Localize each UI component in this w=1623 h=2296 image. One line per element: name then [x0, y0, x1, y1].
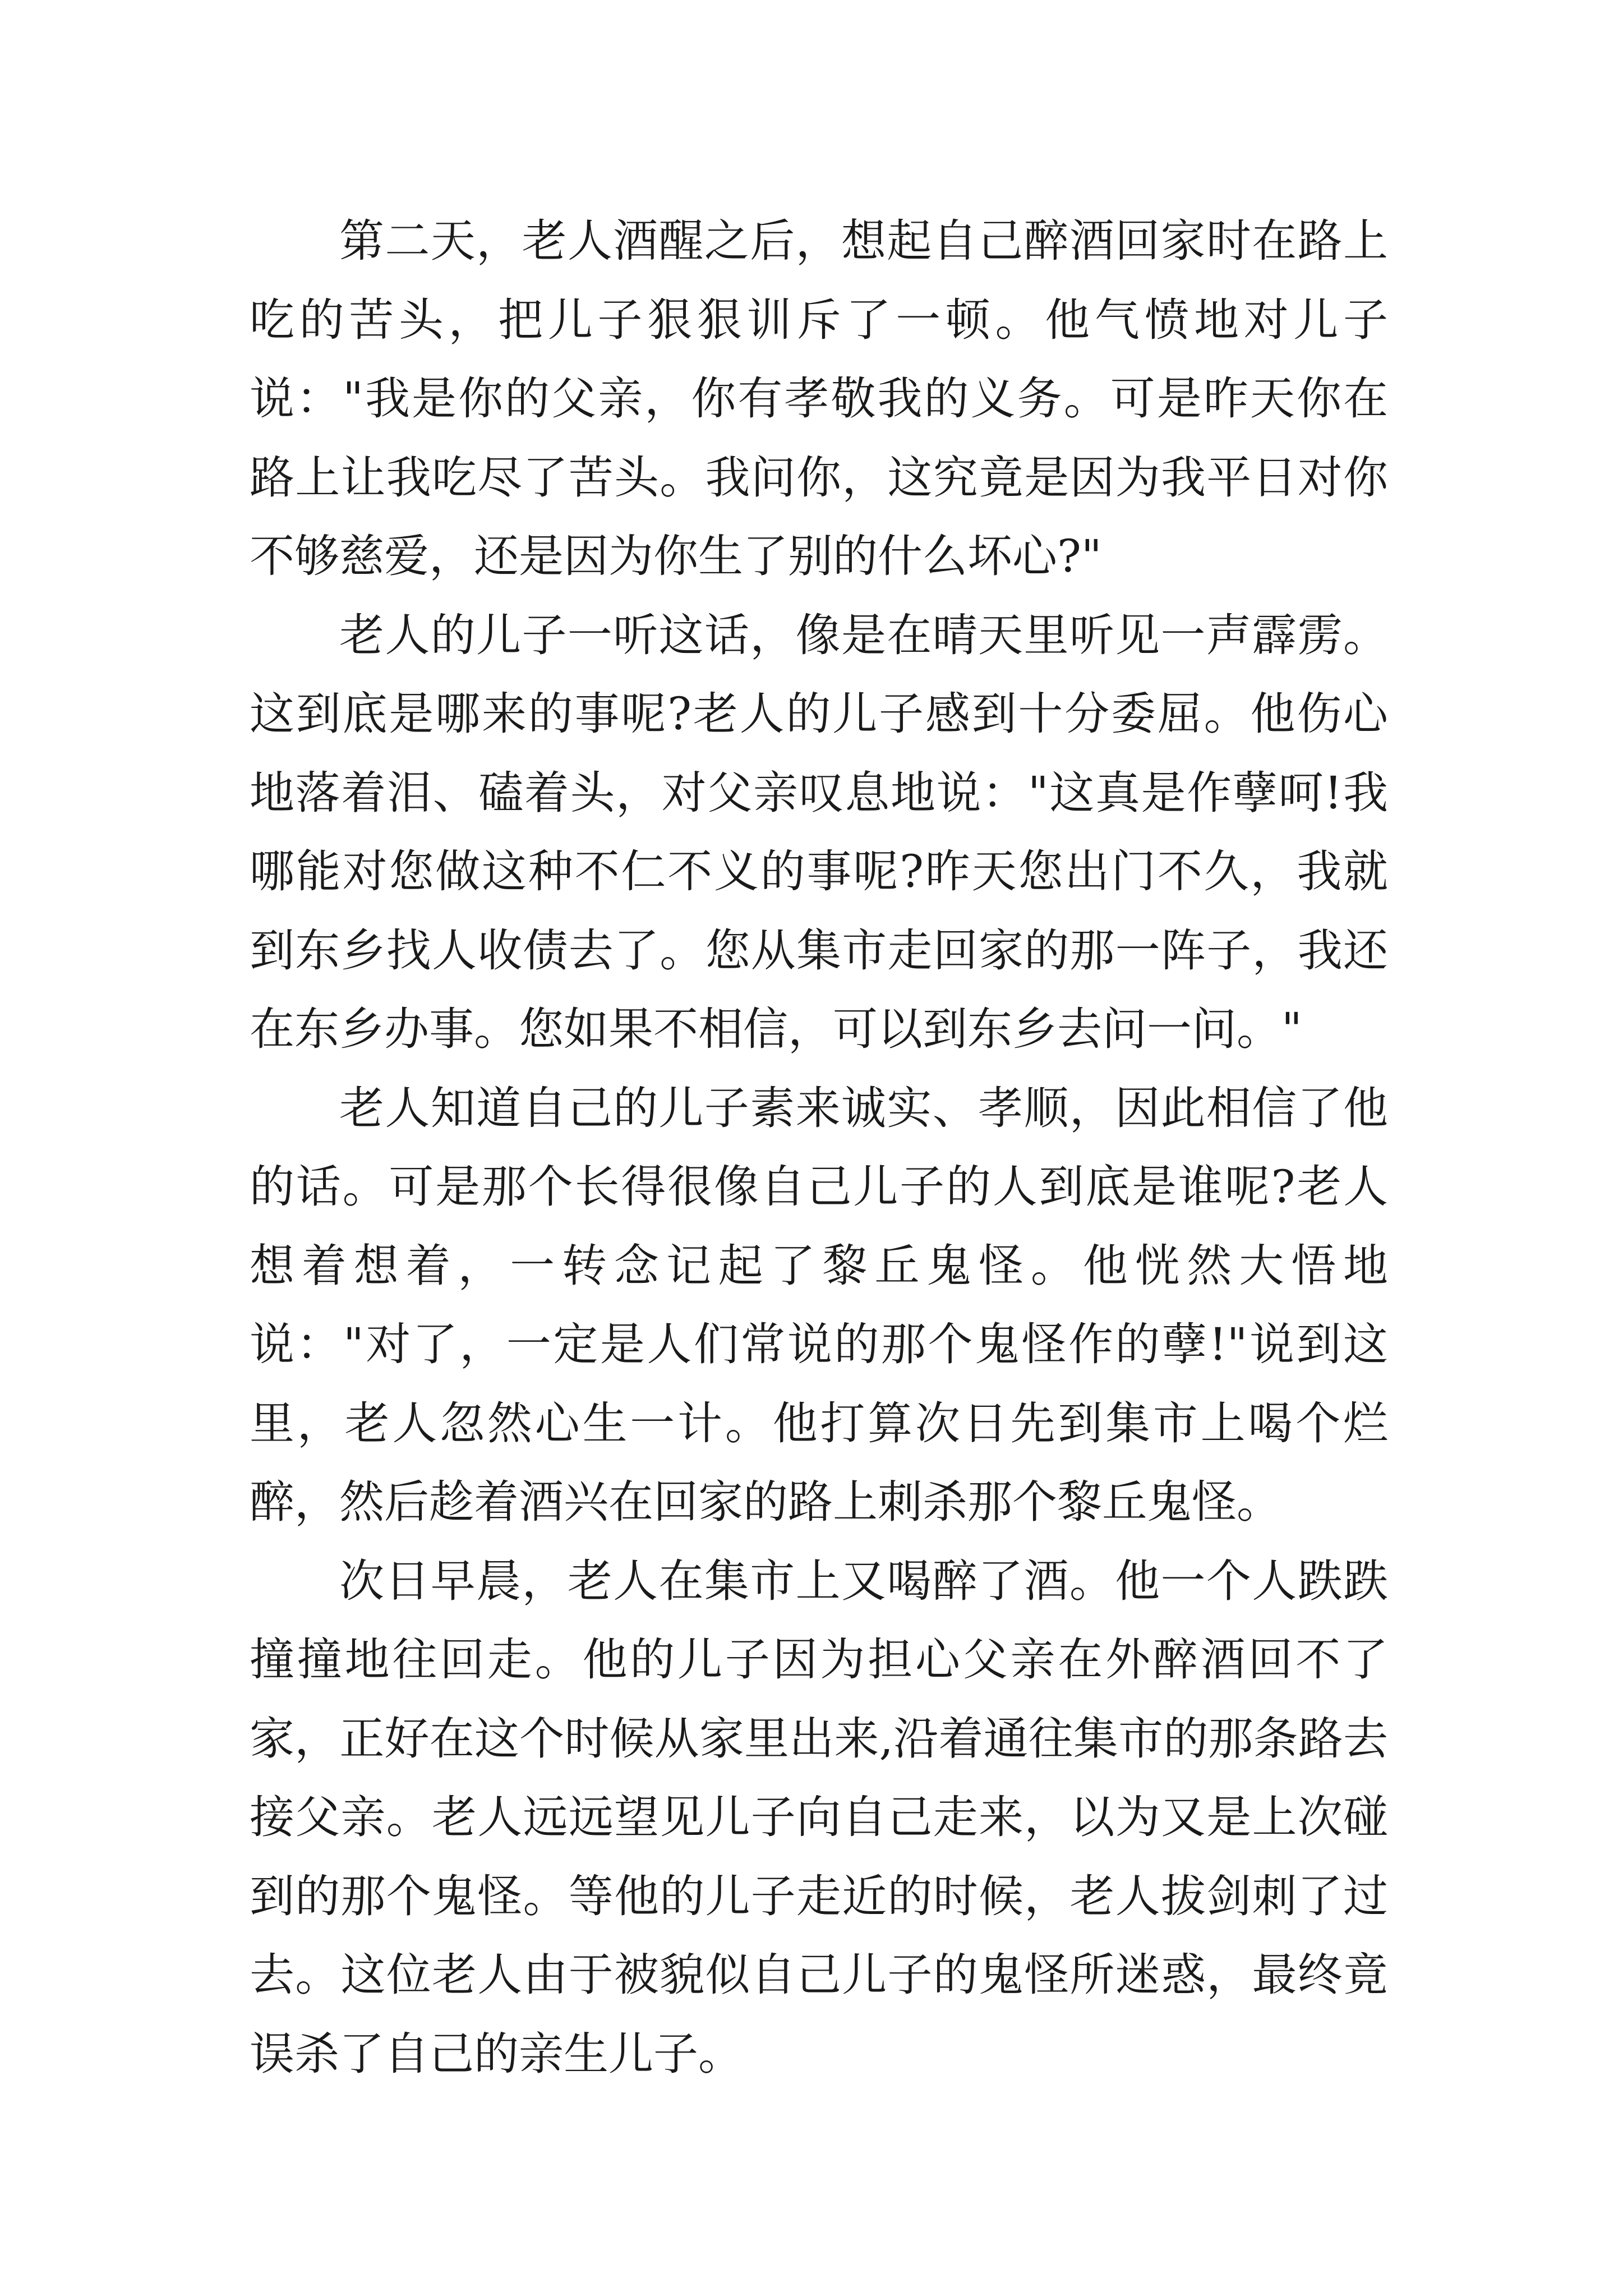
paragraph-4: 次日早晨，老人在集市上又喝醉了酒。他一个人跌跌撞撞地往回走。他的儿子因为担心父亲在外醉酒回不了家，正好在这个时候从家里出来,沿着通往集市的那条路去接父亲。老人远远望见儿子向自己走来，以为又是上次碰到的那个鬼怪。等他的儿子走近的时候，老人拔剑刺了过去。这位老人由于被貌似自己儿子的鬼怪所迷惑，最终竟误杀了自己的亲生儿子。 — [250, 1554, 1388, 2080]
paragraph-3: 老人知道自己的儿子素来诚实、孝顺，因此相信了他的话。可是那个长得很像自己儿子的人到底是谁呢?老人想着想着，一转念记起了黎丘鬼怪。他恍然大悟地说："对了，一定是人们常说的那个鬼怪作的孽!"说到这里，老人忽然心生一计。他打算次日先到集市上喝个烂醉，然后趁着酒兴在回家的路上刺杀那个黎丘鬼怪。 — [250, 1082, 1388, 1528]
paragraph-1: 第二天，老人酒醒之后，想起自己醉酒回家时在路上吃的苦头，把儿子狠狠训斥了一顿。他气愤地对儿子说："我是你的父亲，你有孝敬我的义务。可是昨天你在路上让我吃尽了苦头。我问你，这究竟是因为我平日对你不够慈爱，还是因为你生了别的什么坏心?" — [250, 215, 1388, 582]
paragraph-2: 老人的儿子一听这话，像是在晴天里听见一声霹雳。这到底是哪来的事呢?老人的儿子感到十分委屈。他伤心地落着泪、磕着头，对父亲叹息地说："这真是作孽呵!我哪能对您做这种不仁不义的事呢?昨天您出门不久，我就到东乡找人收债去了。您从集市走回家的那一阵子，我还在东乡办事。您如果不相信，可以到东乡去问一问。" — [250, 609, 1388, 1055]
document-body — [250, 202, 1388, 2093]
